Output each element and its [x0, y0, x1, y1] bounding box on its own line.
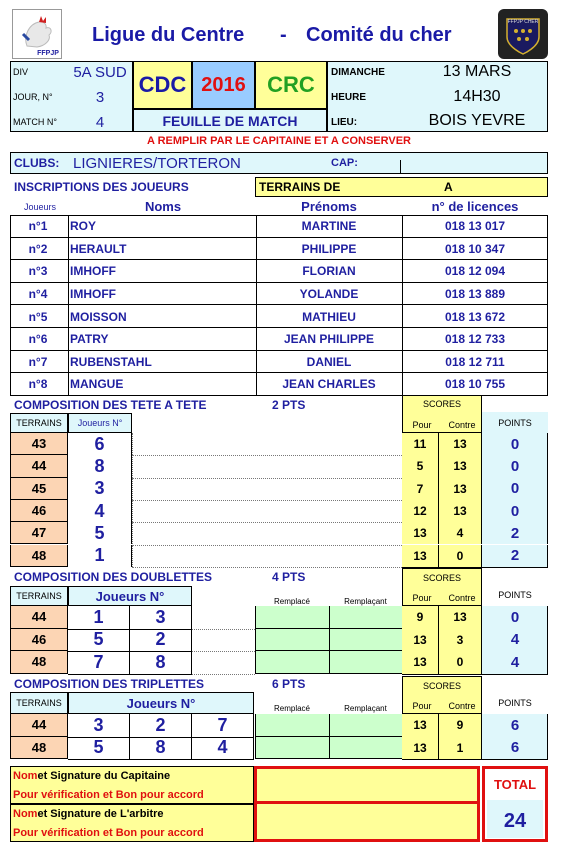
jour-label: JOUR, N°: [13, 92, 53, 102]
terrain-cell: 44: [10, 455, 68, 477]
tete-pour-label: Pour: [412, 420, 432, 430]
points-value: 2: [510, 547, 520, 565]
joueur-cell: 8: [68, 455, 132, 477]
terrain-cell: 48: [10, 651, 68, 674]
column-divider: [256, 260, 257, 283]
terrain-cell: 43: [10, 433, 68, 455]
player-prenom: YOLANDE: [299, 287, 359, 302]
clubs-label: CLUBS:: [14, 156, 60, 170]
score-divider: [438, 545, 439, 567]
terrain-cell: 44: [10, 714, 68, 737]
heure-value: 14H30: [453, 88, 501, 105]
points-value: 6: [510, 716, 520, 734]
cher-shield-logo: [498, 9, 548, 59]
dotted-divider: [132, 455, 133, 477]
column-divider: [68, 373, 69, 396]
dotted-line: [192, 674, 255, 675]
joueur-cell: 1: [68, 545, 132, 567]
trip-col-joueurs: Joueurs N°: [68, 692, 254, 714]
column-divider: [68, 328, 69, 351]
column-divider: [402, 373, 403, 396]
points-value: 4: [510, 653, 520, 671]
player-num: n°8: [28, 377, 48, 392]
terrain-cell: 48: [10, 545, 68, 567]
dotted-line: [132, 567, 402, 568]
column-divider: [256, 328, 257, 351]
score-divider: [438, 714, 439, 737]
joueur-cell: 2: [130, 629, 192, 652]
lieu-label: LIEU:: [331, 116, 358, 128]
player-num: n°3: [28, 264, 48, 279]
logo-caption: FFPJP: [37, 49, 59, 57]
column-divider: [68, 215, 69, 238]
terrain-cell: 48: [10, 737, 68, 760]
tete-title: COMPOSITION DES TETE A TETE: [14, 397, 207, 412]
dotted-divider: [132, 433, 133, 455]
score-contre: 13: [453, 610, 467, 625]
score-pour: 12: [413, 504, 427, 519]
total-value: 24: [503, 809, 527, 832]
column-divider: [256, 215, 257, 238]
page-title-right: Comité du cher: [306, 23, 452, 46]
players-table: [10, 215, 548, 396]
joueur-cell: 2: [130, 714, 192, 737]
dotted-divider: [132, 478, 133, 500]
feuille-de-match: FEUILLE DE MATCH: [133, 109, 327, 132]
col-licences: n° de licences: [431, 198, 519, 214]
terrain-cell: 45: [10, 478, 68, 500]
player-num: n°5: [28, 309, 48, 324]
dotted-divider: [132, 500, 133, 522]
total-label: TOTAL: [493, 776, 537, 792]
doub-contre-label: Contre: [448, 593, 476, 603]
page-title-sep: -: [280, 23, 287, 46]
div-value: 5A SUD: [73, 63, 127, 81]
tete-col-terrains: TERRAINS: [10, 413, 68, 433]
score-contre: 13: [453, 437, 467, 452]
column-divider: [68, 260, 69, 283]
score-divider: [438, 500, 439, 522]
column-divider: [402, 215, 403, 238]
score-divider: [438, 455, 439, 477]
dimanche-value: 13 MARS: [442, 63, 512, 80]
joueur-cell: 3: [68, 714, 130, 737]
score-pour: 5: [416, 459, 424, 474]
joueur-cell: 3: [130, 606, 192, 629]
shield-icon: [498, 9, 548, 59]
player-nom: HERAULT: [70, 241, 127, 256]
score-contre: 4: [456, 526, 464, 541]
player-licence: 018 13 017: [444, 219, 506, 234]
column-divider: [68, 351, 69, 374]
triplettes-title: COMPOSITION DES TRIPLETTES: [14, 676, 205, 691]
score-pour: 11: [413, 437, 427, 452]
points-value: 0: [510, 480, 520, 498]
joueur-cell: 3: [68, 478, 132, 500]
doub-pour-label: Pour: [412, 593, 432, 603]
player-licence: 018 13 889: [444, 287, 506, 302]
player-prenom: FLORIAN: [302, 264, 356, 279]
player-nom: PATRY: [70, 332, 109, 347]
trip-remplace-label: Remplacé: [273, 703, 310, 713]
doub-remplace-label: Remplacé: [273, 596, 310, 606]
tete-col-joueurs: Joueurs N°: [68, 413, 132, 433]
column-divider: [402, 283, 403, 306]
score-pour: 13: [413, 548, 427, 563]
player-prenom: JEAN CHARLES: [282, 377, 376, 392]
joueur-cell: 8: [130, 737, 192, 760]
column-divider: [256, 373, 257, 396]
cap-line1: [13, 768, 170, 784]
shield-caption: FFPJP CHER: [507, 19, 539, 25]
col-joueurs: Joueurs: [23, 202, 57, 212]
tete-scores-label: SCORES: [422, 399, 461, 409]
trip-scores-label: SCORES: [422, 681, 461, 691]
player-nom: ROY: [70, 219, 97, 234]
tete-table: [10, 433, 548, 567]
player-licence: 018 12 094: [444, 264, 506, 279]
player-prenom: PHILIPPE: [301, 241, 357, 256]
score-divider: [438, 478, 439, 500]
doublettes-table: [10, 606, 548, 674]
replacement-divider: [329, 606, 330, 629]
page-title-left: Ligue du Centre: [92, 23, 245, 46]
player-nom: RUBENSTAHL: [70, 354, 152, 369]
score-divider: [438, 651, 439, 674]
player-num: n°1: [28, 219, 48, 234]
inscriptions-title: INSCRIPTIONS DES JOUEURS: [14, 180, 189, 194]
dotted-line: [132, 545, 402, 546]
dotted-line: [132, 478, 402, 479]
tete-contre-label: Contre: [448, 420, 476, 430]
dotted-line: [192, 629, 255, 630]
joueur-cell: 5: [68, 522, 132, 544]
score-contre: 13: [453, 504, 467, 519]
col-noms: Noms: [144, 198, 182, 214]
dotted-line: [192, 651, 255, 652]
player-nom: MOISSON: [70, 309, 127, 324]
player-licence: 018 10 755: [444, 377, 506, 392]
trip-pour-label: Pour: [412, 701, 432, 711]
column-divider: [402, 260, 403, 283]
player-num: n°7: [28, 354, 48, 369]
doublettes-pts: 4 PTS: [272, 569, 306, 584]
terrain-cell: 47: [10, 522, 68, 544]
player-prenom: DANIEL: [306, 354, 352, 369]
trip-contre-label: Contre: [448, 701, 476, 711]
cap-nom: Nom: [13, 770, 38, 782]
replacement-divider: [329, 651, 330, 674]
crc-box: CRC: [255, 61, 327, 109]
score-contre: 3: [456, 632, 464, 647]
div-label: DIV: [13, 67, 29, 77]
arb-sig: et Signature de L'arbitre: [37, 808, 164, 820]
cap-verif: Pour vérification et Bon pour accord: [13, 789, 204, 801]
dimanche-label: DIMANCHE: [331, 66, 385, 78]
score-divider: [438, 629, 439, 652]
dotted-line: [132, 500, 402, 501]
player-prenom: MATHIEU: [302, 309, 356, 324]
player-num: n°6: [28, 332, 48, 347]
score-pour: 13: [413, 632, 427, 647]
row-divider: [68, 674, 192, 675]
notice-text: A REMPLIR PAR LE CAPITAINE ET A CONSERVER: [146, 134, 412, 147]
score-contre: 1: [456, 740, 464, 755]
score-contre: 13: [453, 459, 467, 474]
ffpjp-logo: [12, 9, 62, 59]
score-pour: 13: [413, 655, 427, 670]
replacement-divider: [329, 714, 330, 737]
score-pour: 13: [413, 740, 427, 755]
terrain-cell: 46: [10, 500, 68, 522]
player-prenom: MARTINE: [301, 219, 357, 234]
trip-col-terrains: TERRAINS: [10, 692, 68, 714]
trip-points-label: POINTS: [498, 698, 532, 708]
score-pour: 13: [413, 526, 427, 541]
dotted-divider: [132, 522, 133, 544]
points-value: 4: [510, 631, 520, 649]
dotted-line: [132, 522, 402, 523]
column-divider: [402, 351, 403, 374]
doub-points-label: POINTS: [498, 590, 532, 600]
joueur-cell: 5: [68, 629, 130, 652]
player-num: n°4: [28, 287, 48, 302]
joueur-cell: 5: [68, 737, 130, 760]
column-divider: [256, 283, 257, 306]
column-divider: [68, 238, 69, 261]
score-contre: 0: [456, 548, 464, 563]
score-divider: [438, 433, 439, 455]
terrain-cell: 46: [10, 629, 68, 652]
heure-label: HEURE: [331, 91, 367, 103]
joueur-cell: 4: [192, 737, 254, 760]
points-value: 0: [510, 435, 520, 453]
row-divider: [402, 674, 548, 675]
score-pour: 7: [416, 481, 424, 496]
terrains-de-label: TERRAINS DE: [259, 180, 341, 194]
terrains-a-label: A: [444, 180, 453, 194]
player-nom: IMHOFF: [70, 287, 116, 302]
joueur-cell: 1: [68, 606, 130, 629]
replacement-divider: [329, 737, 330, 760]
cap-label: CAP:: [331, 157, 358, 169]
column-divider: [402, 328, 403, 351]
column-divider: [256, 238, 257, 261]
player-licence: 018 12 711: [445, 354, 505, 369]
doub-scores-label: SCORES: [422, 573, 461, 583]
tete-pts: 2 PTS: [272, 397, 306, 412]
column-divider: [68, 283, 69, 306]
column-divider: [256, 351, 257, 374]
row-divider: [68, 759, 254, 760]
points-value: 2: [510, 524, 520, 542]
trip-remplacant-label: Remplaçant: [344, 703, 387, 713]
triplettes-pts: 6 PTS: [272, 676, 306, 691]
points-value: 0: [510, 457, 520, 475]
match-label: MATCH N°: [13, 117, 57, 127]
replacement-divider: [329, 629, 330, 652]
terrain-cell: 44: [10, 606, 68, 629]
row-divider: [402, 759, 548, 760]
points-value: 0: [510, 502, 520, 520]
joueur-cell: 8: [130, 651, 192, 674]
doublettes-title: COMPOSITION DES DOUBLETTES: [14, 569, 213, 584]
score-divider: [438, 522, 439, 544]
cdc-box: CDC: [133, 61, 192, 109]
player-licence: 018 10 347: [444, 241, 506, 256]
joueur-cell: 7: [68, 651, 130, 674]
score-contre: 13: [453, 481, 467, 496]
score-pour: 13: [413, 718, 427, 733]
col-prenoms: Prénoms: [301, 198, 357, 214]
year-box: 2016: [192, 61, 255, 109]
clubs-value: LIGNIERES/TORTERON: [73, 154, 241, 172]
doub-col-joueurs: Joueurs N°: [68, 586, 192, 606]
captain-signature-field[interactable]: [254, 766, 480, 804]
joueur-cell: 6: [68, 433, 132, 455]
player-nom: MANGUE: [70, 377, 124, 392]
lieu-value: BOIS YEVRE: [428, 112, 526, 129]
score-contre: 9: [456, 718, 464, 733]
player-num: n°2: [28, 241, 48, 256]
dotted-line: [132, 455, 402, 456]
player-licence: 018 12 733: [444, 332, 506, 347]
points-value: 0: [510, 608, 520, 626]
column-divider: [402, 238, 403, 261]
player-nom: IMHOFF: [70, 264, 116, 279]
column-divider: [68, 305, 69, 328]
match-value: 4: [95, 113, 105, 131]
triplettes-table: [10, 714, 548, 760]
cap-sig: et Signature du Capitaine: [37, 770, 171, 782]
points-value: 6: [510, 739, 520, 757]
arb-line1: [13, 806, 164, 822]
tete-points-label: POINTS: [498, 418, 532, 428]
jour-value: 3: [95, 88, 105, 106]
joueur-cell: 4: [68, 500, 132, 522]
score-pour: 9: [416, 610, 424, 625]
doub-remplacant-label: Remplaçant: [344, 596, 387, 606]
doub-col-terrains: TERRAINS: [10, 586, 68, 606]
score-divider: [438, 737, 439, 760]
player-licence: 018 13 672: [444, 309, 506, 324]
joueur-cell: 7: [192, 714, 254, 737]
column-divider: [402, 305, 403, 328]
column-divider: [256, 305, 257, 328]
referee-signature-field[interactable]: [254, 804, 480, 842]
score-contre: 0: [456, 655, 464, 670]
dotted-divider: [132, 545, 133, 567]
player-prenom: JEAN PHILIPPE: [283, 332, 375, 347]
arb-nom: Nom: [13, 808, 38, 820]
score-divider: [438, 606, 439, 629]
arb-verif: Pour vérification et Bon pour accord: [13, 827, 204, 839]
